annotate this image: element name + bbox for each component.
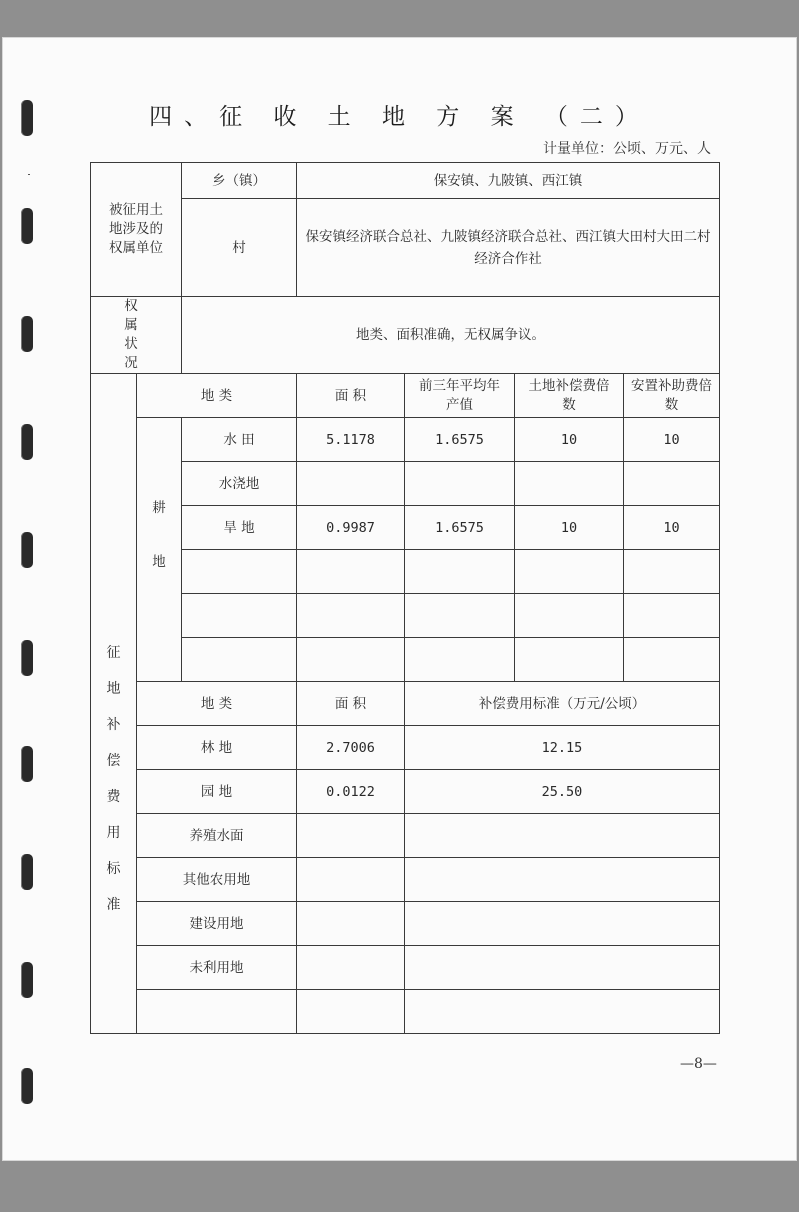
cell-land-type: 水浇地 <box>182 462 297 506</box>
cell-standard <box>405 946 720 990</box>
cell-area <box>297 550 405 594</box>
cell-land-multiple <box>515 462 624 506</box>
table-row <box>91 726 720 770</box>
cell-area: 0.9987 <box>297 506 405 550</box>
cell-land-multiple: 10 <box>515 506 624 550</box>
binding-hole <box>21 316 33 352</box>
cell-resettle-multiple <box>624 462 720 506</box>
status-label: 权属状况 <box>91 297 182 374</box>
header-area: 面 积 <box>297 374 405 418</box>
binding-hole <box>21 532 33 568</box>
cell-land-type: 建设用地 <box>137 902 297 946</box>
cell-avg-output <box>405 550 515 594</box>
cell-area <box>297 858 405 902</box>
table-row <box>91 638 720 682</box>
table-row <box>91 770 720 814</box>
cell-area: 2.7006 <box>297 726 405 770</box>
binding-hole <box>21 640 33 676</box>
binding-hole <box>21 424 33 460</box>
cell-avg-output: 1.6575 <box>405 506 515 550</box>
cell-area <box>297 990 405 1034</box>
table-row <box>91 946 720 990</box>
status-value: 地类、面积准确，无权属争议。 <box>182 297 720 374</box>
scan-speck <box>28 174 30 175</box>
cell-area <box>297 946 405 990</box>
table-row <box>91 858 720 902</box>
table-row <box>91 199 720 297</box>
header-land-type: 地 类 <box>137 374 297 418</box>
table-row <box>91 462 720 506</box>
cell-resettle-multiple <box>624 594 720 638</box>
cell-area <box>297 638 405 682</box>
cell-avg-output: 1.6575 <box>405 418 515 462</box>
cell-avg-output <box>405 638 515 682</box>
cell-land-multiple: 10 <box>515 418 624 462</box>
cell-avg-output <box>405 462 515 506</box>
page-number: —8— <box>680 1056 717 1072</box>
header-area-2: 面 积 <box>297 682 405 726</box>
cell-resettle-multiple <box>624 550 720 594</box>
cell-area <box>297 594 405 638</box>
cell-land-type: 旱 地 <box>182 506 297 550</box>
cell-land-multiple <box>515 638 624 682</box>
cell-avg-output <box>405 594 515 638</box>
table-row <box>91 297 720 374</box>
binding-hole <box>21 1068 33 1104</box>
farmland-label: 耕地 <box>137 418 182 682</box>
table-row <box>91 550 720 594</box>
cell-land-type <box>182 550 297 594</box>
binding-hole <box>21 746 33 782</box>
header-avg-output: 前三年平均年产值 <box>405 374 515 418</box>
ownership-label: 被征用土地涉及的权属单位 <box>91 163 182 297</box>
village-label: 村 <box>182 199 297 297</box>
header-land-multiple: 土地补偿费倍 数 <box>515 374 624 418</box>
table-row <box>91 594 720 638</box>
table-row <box>91 682 720 726</box>
township-label: 乡（镇） <box>182 163 297 199</box>
page-title: 四、征 收 土 地 方 案 （二） <box>149 104 650 130</box>
binding-hole <box>21 962 33 998</box>
cell-area <box>297 814 405 858</box>
land-acquisition-table <box>90 162 720 1034</box>
cell-resettle-multiple: 10 <box>624 418 720 462</box>
cell-land-type: 园 地 <box>137 770 297 814</box>
cell-standard: 25.50 <box>405 770 720 814</box>
table-row <box>91 902 720 946</box>
table-row <box>91 990 720 1034</box>
binding-hole <box>21 854 33 890</box>
cell-land-type <box>182 638 297 682</box>
cell-standard <box>405 858 720 902</box>
cell-land-type <box>137 990 297 1034</box>
cell-standard <box>405 990 720 1034</box>
cell-area <box>297 462 405 506</box>
cell-resettle-multiple: 10 <box>624 506 720 550</box>
unit-note: 计量单位：公顷、万元、人 <box>543 141 711 157</box>
cell-land-multiple <box>515 550 624 594</box>
header-land-type-2: 地 类 <box>137 682 297 726</box>
compensation-section-label: 征地补偿费用标准 <box>91 374 137 1034</box>
cell-land-type: 其他农用地 <box>137 858 297 902</box>
table-row <box>91 374 720 418</box>
cell-standard <box>405 902 720 946</box>
cell-land-type: 林 地 <box>137 726 297 770</box>
binding-hole <box>21 208 33 244</box>
cell-land-type: 水 田 <box>182 418 297 462</box>
table-row <box>91 814 720 858</box>
cell-area <box>297 902 405 946</box>
table-row <box>91 506 720 550</box>
header-resettle-multiple: 安置补助费倍 数 <box>624 374 720 418</box>
cell-land-type: 未利用地 <box>137 946 297 990</box>
header-standard: 补偿费用标准（万元/公顷） <box>405 682 720 726</box>
village-value: 保安镇经济联合总社、九陂镇经济联合总社、西江镇大田村大田二村经济合作社 <box>297 199 720 297</box>
township-value: 保安镇、九陂镇、西江镇 <box>297 163 720 199</box>
cell-standard <box>405 814 720 858</box>
table-row <box>91 418 720 462</box>
cell-land-type: 养殖水面 <box>137 814 297 858</box>
cell-resettle-multiple <box>624 638 720 682</box>
cell-area: 5.1178 <box>297 418 405 462</box>
cell-standard: 12.15 <box>405 726 720 770</box>
cell-land-type <box>182 594 297 638</box>
table-row <box>91 163 720 199</box>
cell-land-multiple <box>515 594 624 638</box>
cell-area: 0.0122 <box>297 770 405 814</box>
